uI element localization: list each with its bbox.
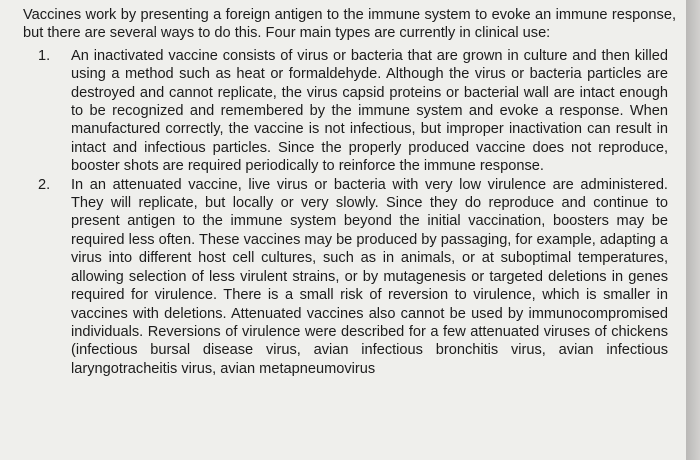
list-item-text: In an attenuated vaccine, live virus or bacteria with very low virulence are administered. They will replicate, but locally or very slowly. Since they do reproduce and continue to present antigen to the immune system beyond the initial vaccination, boosters may be required less often. These vaccines may be produced by passaging, for example, adapting a virus into different host cell cultures, such as in animals, or at suboptimal temperatures, allowing selection of less virulent strains, or by mutagenesis or targeted deletions in genes required for virulence. There is a small risk of reversion to virulence, which is smaller in vaccines with deletions. Attenuated vaccines also cannot be used by immunocompromised individuals. Reversions of virulence were described for a few attenuated viruses of chickens (infectious bursal disease virus, avian infectious bronchitis virus, avian infectious laryngotracheitis virus, avian metapneumovirus: [71, 176, 668, 377]
list-item-text: An inactivated vaccine consists of virus or bacteria that are grown in culture and then killed using a method such as heat or formaldehyde. Although the virus or bacteria particles are destroyed and cannot replicate, the virus capsid proteins or bacterial wall are intact enough to be recognized and remembered by the immune system and evoke a response. When manufactured correctly, the vaccine is not infectious, but improper inactivation can result in intact and infectious particles. Since the properly produced vaccine does not reproduce, booster shots are required periodically to reinforce the immune response.: [71, 47, 668, 175]
list-item: [23, 47, 676, 176]
intro-paragraph: Vaccines work by presenting a foreign antigen to the immune system to evoke an immune response, but there are several ways to do this. Four main types are currently in clinical use:: [23, 7, 676, 42]
list-item-number: 1.: [38, 47, 51, 64]
vaccine-types-list: [23, 47, 676, 378]
list-item: [23, 176, 676, 378]
page-edge: [686, 0, 700, 460]
list-item-number: 2.: [38, 176, 51, 193]
